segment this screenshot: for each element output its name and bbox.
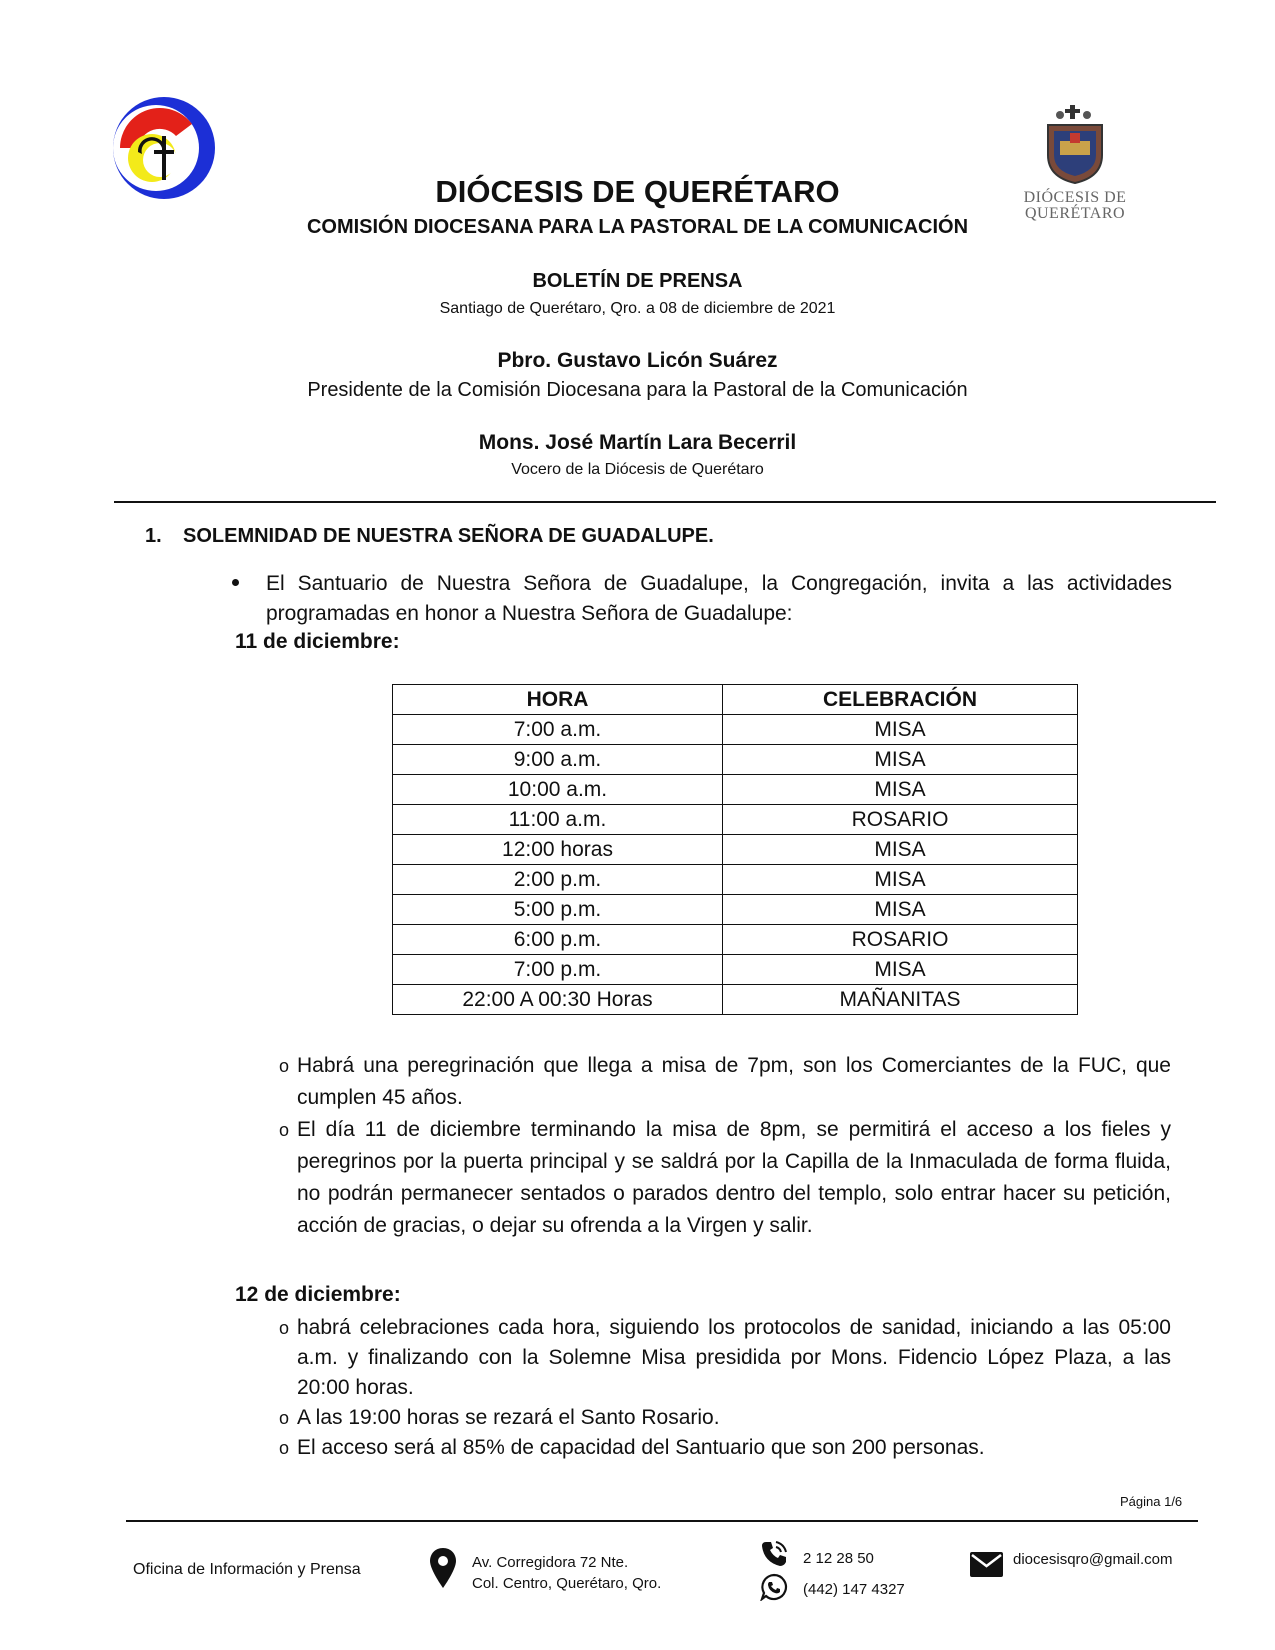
address-line2: Col. Centro, Querétaro, Qro. <box>472 1575 662 1592</box>
table-row <box>393 865 1078 895</box>
phone-number: 2 12 28 50 <box>803 1550 874 1567</box>
person2-name: Mons. José Martín Lara Becerril <box>478 431 797 454</box>
cell-celebracion: MAÑANITAS <box>723 985 1078 1015</box>
cell-celebracion: MISA <box>723 775 1078 805</box>
cell-celebracion: MISA <box>723 955 1078 985</box>
list-item-text: A las 19:00 horas se rezará el Santo Rosario. <box>297 1406 720 1429</box>
diocese-seal-icon <box>1040 105 1110 185</box>
cell-celebracion: MISA <box>723 835 1078 865</box>
bulletin-heading: BOLETÍN DE PRENSA <box>532 270 743 292</box>
page-title: DIÓCESIS DE QUERÉTARO <box>435 174 840 209</box>
table-row <box>393 835 1078 865</box>
footer-address <box>472 1552 661 1594</box>
cell-celebracion: MISA <box>723 865 1078 895</box>
table-row <box>393 805 1078 835</box>
seal-caption-line1: DIÓCESIS DE <box>1023 189 1127 206</box>
cell-hora: 2:00 p.m. <box>393 865 723 895</box>
section-intro: El Santuario de Nuestra Señora de Guadalupe, la Congregación, invita a las actividades programadas en honor a Nuestra Señora de Guadalupe: <box>266 572 1172 625</box>
whatsapp-icon <box>760 1573 788 1601</box>
table-row <box>393 775 1078 805</box>
seal-caption-line2: QUERÉTARO <box>1024 205 1126 222</box>
section-title: SOLEMNIDAD DE NUESTRA SEÑORA DE GUADALUPE. <box>183 525 714 547</box>
cell-hora: 6:00 p.m. <box>393 925 723 955</box>
sub-bullet-icon: o <box>279 1318 290 1338</box>
table-row <box>393 895 1078 925</box>
day1-label: 11 de diciembre: <box>235 630 400 653</box>
list-item-text: habrá celebraciones cada hora, siguiendo los protocolos de sanidad, iniciando a las 05:00 a.m. y finalizando con la Solemne Misa presidida por Mons. Fidencio López Plaza, a las 20:00 horas. <box>297 1316 1171 1399</box>
cell-hora: 5:00 p.m. <box>393 895 723 925</box>
day2-label: 12 de diciembre: <box>235 1283 401 1306</box>
table-row <box>393 955 1078 985</box>
table-row <box>393 925 1078 955</box>
envelope-icon <box>970 1552 1003 1577</box>
table-row <box>393 985 1078 1015</box>
column-header-celebracion: CELEBRACIÓN <box>723 685 1078 715</box>
person1-role: Presidente de la Comisión Diocesana para la Pastoral de la Comunicación <box>307 379 968 401</box>
table-row <box>393 715 1078 745</box>
cell-hora: 11:00 a.m. <box>393 805 723 835</box>
footer-divider <box>126 1520 1198 1522</box>
cell-celebracion: MISA <box>723 715 1078 745</box>
footer-office: Oficina de Información y Prensa <box>133 1561 361 1578</box>
cell-hora: 22:00 A 00:30 Horas <box>393 985 723 1015</box>
cell-celebracion: ROSARIO <box>723 925 1078 955</box>
cell-celebracion: MISA <box>723 895 1078 925</box>
section-number: 1. <box>145 525 162 547</box>
list-item-text: El acceso será al 85% de capacidad del Santuario que son 200 personas. <box>297 1436 985 1459</box>
page-subtitle: COMISIÓN DIOCESANA PARA LA PASTORAL DE LA COMUNICACIÓN <box>306 216 969 238</box>
table-header-row <box>393 685 1078 715</box>
header-divider <box>114 501 1216 503</box>
address-line1: Av. Corregidora 72 Nte. <box>472 1554 629 1571</box>
page-number: Página 1/6 <box>1120 1494 1183 1509</box>
cell-celebracion: MISA <box>723 745 1078 775</box>
column-header-hora: HORA <box>393 685 723 715</box>
sub-bullet-icon: o <box>279 1438 290 1458</box>
sub-bullet-icon: o <box>279 1120 290 1140</box>
sub-bullet-icon: o <box>279 1056 290 1076</box>
phone-icon <box>760 1540 788 1568</box>
bullet-icon <box>232 579 239 586</box>
cell-hora: 10:00 a.m. <box>393 775 723 805</box>
list-item-text: El día 11 de diciembre terminando la misa de 8pm, se permitirá el acceso a los fieles y peregrinos por la puerta principal y se saldrá por la Capilla de la Inmaculada de forma fluida, no podrán permanecer sentados o parados dentro del templo, solo entrar hacer su petición, acción de gracias, o dejar su ofrenda a la Virgen y salir. <box>297 1118 1171 1237</box>
location-pin-icon <box>430 1548 456 1588</box>
cell-hora: 9:00 a.m. <box>393 745 723 775</box>
cell-hora: 7:00 a.m. <box>393 715 723 745</box>
whatsapp-number: (442) 147 4327 <box>803 1581 905 1598</box>
date-line: Santiago de Querétaro, Qro. a 08 de diciembre de 2021 <box>439 300 836 317</box>
person2-role: Vocero de la Diócesis de Querétaro <box>511 461 764 478</box>
cell-hora: 7:00 p.m. <box>393 955 723 985</box>
footer-phones <box>803 1543 905 1605</box>
cell-celebracion: ROSARIO <box>723 805 1078 835</box>
table-row <box>393 745 1078 775</box>
list-item-text: Habrá una peregrinación que llega a misa de 7pm, son los Comerciantes de la FUC, que cumplen 45 años. <box>297 1054 1171 1109</box>
schedule-table <box>392 684 1078 1015</box>
person1-name: Pbro. Gustavo Licón Suárez <box>497 349 778 372</box>
cell-hora: 12:00 horas <box>393 835 723 865</box>
sub-bullet-icon: o <box>279 1408 290 1428</box>
footer-email[interactable]: diocesisqro@gmail.com <box>1013 1551 1173 1568</box>
